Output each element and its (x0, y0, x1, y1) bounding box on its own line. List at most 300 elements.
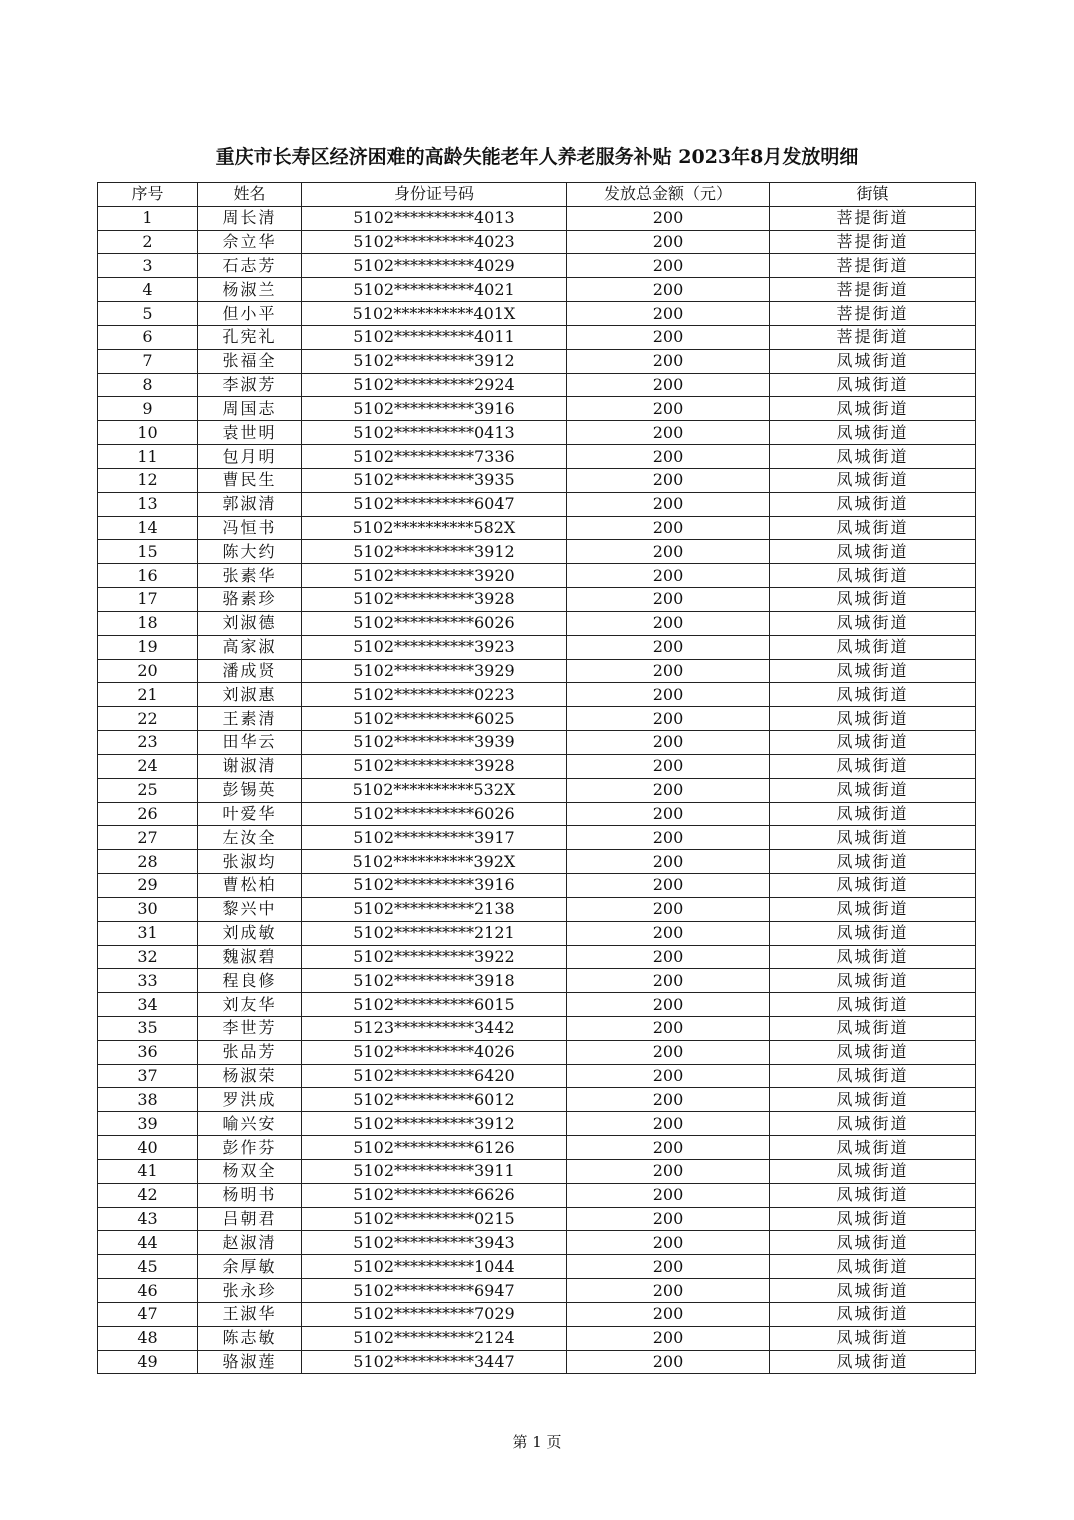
cell-id-number: 5102**********6015 (302, 993, 567, 1017)
cell-name: 刘成敏 (198, 921, 302, 945)
cell-id-number: 5102**********4021 (302, 278, 567, 302)
cell-street: 凤城街道 (770, 897, 976, 921)
cell-amount: 200 (567, 492, 770, 516)
cell-no: 15 (98, 540, 198, 564)
cell-id-number: 5102**********582X (302, 516, 567, 540)
cell-no: 41 (98, 1159, 198, 1183)
cell-street: 凤城街道 (770, 707, 976, 731)
cell-amount: 200 (567, 1302, 770, 1326)
cell-id-number: 5102**********3917 (302, 826, 567, 850)
cell-id-number: 5102**********3916 (302, 874, 567, 898)
cell-no: 16 (98, 564, 198, 588)
cell-no: 43 (98, 1207, 198, 1231)
cell-no: 2 (98, 230, 198, 254)
cell-name: 叶爱华 (198, 802, 302, 826)
cell-name: 魏淑碧 (198, 945, 302, 969)
cell-name: 骆素珍 (198, 588, 302, 612)
cell-amount: 200 (567, 731, 770, 755)
cell-name: 余厚敏 (198, 1255, 302, 1279)
cell-street: 凤城街道 (770, 1350, 976, 1374)
cell-street: 凤城街道 (770, 802, 976, 826)
cell-name: 谢淑清 (198, 754, 302, 778)
cell-amount: 200 (567, 683, 770, 707)
cell-street: 菩提街道 (770, 230, 976, 254)
cell-amount: 200 (567, 302, 770, 326)
table-row (98, 1136, 976, 1160)
table-row (98, 754, 976, 778)
cell-street: 凤城街道 (770, 1088, 976, 1112)
cell-street: 菩提街道 (770, 254, 976, 278)
cell-id-number: 5102**********3922 (302, 945, 567, 969)
cell-id-number: 5102**********6026 (302, 802, 567, 826)
cell-no: 18 (98, 611, 198, 635)
cell-name: 但小平 (198, 302, 302, 326)
cell-amount: 200 (567, 254, 770, 278)
cell-no: 31 (98, 921, 198, 945)
cell-name: 吕朝君 (198, 1207, 302, 1231)
cell-street: 凤城街道 (770, 1064, 976, 1088)
table-row (98, 921, 976, 945)
cell-street: 凤城街道 (770, 754, 976, 778)
cell-id-number: 5102**********7029 (302, 1302, 567, 1326)
cell-name: 刘淑惠 (198, 683, 302, 707)
cell-name: 杨双全 (198, 1159, 302, 1183)
cell-street: 凤城街道 (770, 850, 976, 874)
table-row (98, 1112, 976, 1136)
cell-street: 凤城街道 (770, 373, 976, 397)
cell-amount: 200 (567, 421, 770, 445)
cell-street: 凤城街道 (770, 349, 976, 373)
cell-no: 35 (98, 1016, 198, 1040)
cell-amount: 200 (567, 754, 770, 778)
cell-no: 6 (98, 325, 198, 349)
cell-name: 张素华 (198, 564, 302, 588)
cell-no: 12 (98, 468, 198, 492)
table-row (98, 1064, 976, 1088)
cell-amount: 200 (567, 1064, 770, 1088)
cell-name: 郭淑清 (198, 492, 302, 516)
cell-id-number: 5102**********3929 (302, 659, 567, 683)
cell-no: 37 (98, 1064, 198, 1088)
cell-name: 罗洪成 (198, 1088, 302, 1112)
cell-street: 凤城街道 (770, 492, 976, 516)
cell-id-number: 5102**********3939 (302, 731, 567, 755)
cell-name: 程良修 (198, 969, 302, 993)
table-row (98, 731, 976, 755)
table-row (98, 659, 976, 683)
cell-amount: 200 (567, 1326, 770, 1350)
cell-id-number: 5102**********0215 (302, 1207, 567, 1231)
table-row (98, 897, 976, 921)
table-row (98, 588, 976, 612)
table-row (98, 564, 976, 588)
cell-no: 40 (98, 1136, 198, 1160)
cell-street: 凤城街道 (770, 540, 976, 564)
cell-no: 25 (98, 778, 198, 802)
cell-id-number: 5102**********0413 (302, 421, 567, 445)
cell-street: 菩提街道 (770, 302, 976, 326)
cell-no: 24 (98, 754, 198, 778)
cell-street: 菩提街道 (770, 206, 976, 230)
table-row (98, 1326, 976, 1350)
table-row (98, 707, 976, 731)
cell-id-number: 5102**********6026 (302, 611, 567, 635)
cell-name: 张淑均 (198, 850, 302, 874)
cell-amount: 200 (567, 1112, 770, 1136)
cell-name: 张永珍 (198, 1279, 302, 1303)
cell-amount: 200 (567, 1159, 770, 1183)
cell-name: 杨淑荣 (198, 1064, 302, 1088)
cell-amount: 200 (567, 1207, 770, 1231)
cell-id-number: 5102**********6025 (302, 707, 567, 731)
cell-no: 10 (98, 421, 198, 445)
cell-amount: 200 (567, 564, 770, 588)
cell-amount: 200 (567, 874, 770, 898)
cell-street: 凤城街道 (770, 1159, 976, 1183)
cell-id-number: 5102**********6126 (302, 1136, 567, 1160)
header-amount: 发放总金额（元） (567, 183, 770, 207)
cell-name: 潘成贤 (198, 659, 302, 683)
cell-street: 凤城街道 (770, 1016, 976, 1040)
cell-amount: 200 (567, 802, 770, 826)
cell-street: 凤城街道 (770, 945, 976, 969)
cell-name: 彭锡英 (198, 778, 302, 802)
cell-street: 凤城街道 (770, 1183, 976, 1207)
cell-name: 田华云 (198, 731, 302, 755)
cell-no: 45 (98, 1255, 198, 1279)
cell-amount: 200 (567, 850, 770, 874)
cell-street: 凤城街道 (770, 778, 976, 802)
cell-no: 14 (98, 516, 198, 540)
cell-id-number: 5102**********6012 (302, 1088, 567, 1112)
subsidy-table (97, 182, 976, 1374)
cell-no: 21 (98, 683, 198, 707)
cell-id-number: 5102**********4026 (302, 1040, 567, 1064)
table-row (98, 1255, 976, 1279)
cell-id-number: 5102**********532X (302, 778, 567, 802)
table-row (98, 1302, 976, 1326)
cell-street: 菩提街道 (770, 278, 976, 302)
cell-amount: 200 (567, 540, 770, 564)
document-title: 重庆市长寿区经济困难的高龄失能老年人养老服务补贴 2023年8月发放明细 (215, 146, 859, 168)
cell-street: 凤城街道 (770, 635, 976, 659)
cell-name: 彭作芬 (198, 1136, 302, 1160)
cell-amount: 200 (567, 993, 770, 1017)
cell-id-number: 5102**********6047 (302, 492, 567, 516)
table-row (98, 969, 976, 993)
table-row (98, 1183, 976, 1207)
cell-amount: 200 (567, 897, 770, 921)
table-row (98, 874, 976, 898)
cell-amount: 200 (567, 1183, 770, 1207)
cell-street: 凤城街道 (770, 659, 976, 683)
table-row (98, 1279, 976, 1303)
cell-no: 32 (98, 945, 198, 969)
cell-amount: 200 (567, 206, 770, 230)
cell-no: 4 (98, 278, 198, 302)
cell-id-number: 5102**********392X (302, 850, 567, 874)
cell-street: 凤城街道 (770, 1112, 976, 1136)
cell-no: 3 (98, 254, 198, 278)
cell-id-number: 5123**********3442 (302, 1016, 567, 1040)
cell-street: 凤城街道 (770, 564, 976, 588)
cell-id-number: 5102**********2124 (302, 1326, 567, 1350)
cell-street: 凤城街道 (770, 397, 976, 421)
cell-id-number: 5102**********3912 (302, 349, 567, 373)
cell-id-number: 5102**********0223 (302, 683, 567, 707)
cell-name: 石志芳 (198, 254, 302, 278)
cell-amount: 200 (567, 397, 770, 421)
cell-street: 凤城街道 (770, 1302, 976, 1326)
cell-no: 39 (98, 1112, 198, 1136)
cell-street: 凤城街道 (770, 826, 976, 850)
cell-amount: 200 (567, 1088, 770, 1112)
cell-street: 凤城街道 (770, 1255, 976, 1279)
cell-amount: 200 (567, 921, 770, 945)
cell-street: 凤城街道 (770, 1279, 976, 1303)
table-row (98, 373, 976, 397)
cell-street: 凤城街道 (770, 683, 976, 707)
cell-amount: 200 (567, 635, 770, 659)
table-row (98, 230, 976, 254)
table-row (98, 397, 976, 421)
table-row (98, 778, 976, 802)
table-row (98, 635, 976, 659)
table-row (98, 1207, 976, 1231)
cell-amount: 200 (567, 1279, 770, 1303)
table-row (98, 1350, 976, 1374)
cell-name: 骆淑莲 (198, 1350, 302, 1374)
cell-no: 17 (98, 588, 198, 612)
cell-id-number: 5102**********3916 (302, 397, 567, 421)
cell-id-number: 5102**********7336 (302, 445, 567, 469)
cell-amount: 200 (567, 945, 770, 969)
cell-amount: 200 (567, 588, 770, 612)
table-row (98, 421, 976, 445)
table-row (98, 278, 976, 302)
cell-id-number: 5102**********3935 (302, 468, 567, 492)
cell-amount: 200 (567, 516, 770, 540)
cell-street: 凤城街道 (770, 993, 976, 1017)
cell-amount: 200 (567, 373, 770, 397)
cell-no: 23 (98, 731, 198, 755)
cell-no: 30 (98, 897, 198, 921)
table-row (98, 349, 976, 373)
cell-name: 喻兴安 (198, 1112, 302, 1136)
cell-no: 36 (98, 1040, 198, 1064)
cell-street: 凤城街道 (770, 1207, 976, 1231)
cell-street: 凤城街道 (770, 969, 976, 993)
cell-amount: 200 (567, 278, 770, 302)
cell-id-number: 5102**********2924 (302, 373, 567, 397)
cell-name: 刘友华 (198, 993, 302, 1017)
cell-id-number: 5102**********3912 (302, 1112, 567, 1136)
cell-amount: 200 (567, 325, 770, 349)
table-row (98, 993, 976, 1017)
cell-id-number: 5102**********3943 (302, 1231, 567, 1255)
header-no: 序号 (98, 183, 198, 207)
cell-id-number: 5102**********3912 (302, 540, 567, 564)
cell-id-number: 5102**********6420 (302, 1064, 567, 1088)
table-row (98, 850, 976, 874)
cell-name: 陈大约 (198, 540, 302, 564)
cell-name: 黎兴中 (198, 897, 302, 921)
cell-id-number: 5102**********401X (302, 302, 567, 326)
table-row (98, 1231, 976, 1255)
page-number: 第 1 页 (512, 1433, 562, 1451)
cell-id-number: 5102**********3918 (302, 969, 567, 993)
cell-name: 周国志 (198, 397, 302, 421)
cell-amount: 200 (567, 659, 770, 683)
cell-no: 27 (98, 826, 198, 850)
cell-id-number: 5102**********3920 (302, 564, 567, 588)
cell-no: 28 (98, 850, 198, 874)
cell-name: 包月明 (198, 445, 302, 469)
table-row (98, 611, 976, 635)
cell-no: 38 (98, 1088, 198, 1112)
cell-street: 凤城街道 (770, 516, 976, 540)
cell-no: 8 (98, 373, 198, 397)
cell-id-number: 5102**********6947 (302, 1279, 567, 1303)
cell-street: 菩提街道 (770, 325, 976, 349)
cell-id-number: 5102**********2121 (302, 921, 567, 945)
cell-street: 凤城街道 (770, 921, 976, 945)
cell-name: 孔宪礼 (198, 325, 302, 349)
table-row (98, 802, 976, 826)
table-row (98, 468, 976, 492)
cell-name: 王淑华 (198, 1302, 302, 1326)
header-street: 街镇 (770, 183, 976, 207)
cell-name: 杨淑兰 (198, 278, 302, 302)
cell-id-number: 5102**********4023 (302, 230, 567, 254)
table-row (98, 1088, 976, 1112)
cell-name: 曹松柏 (198, 874, 302, 898)
cell-name: 佘立华 (198, 230, 302, 254)
cell-amount: 200 (567, 1016, 770, 1040)
cell-street: 凤城街道 (770, 1136, 976, 1160)
cell-name: 陈志敏 (198, 1326, 302, 1350)
cell-amount: 200 (567, 230, 770, 254)
cell-no: 1 (98, 206, 198, 230)
cell-no: 9 (98, 397, 198, 421)
cell-no: 20 (98, 659, 198, 683)
cell-id-number: 5102**********4013 (302, 206, 567, 230)
cell-name: 冯恒书 (198, 516, 302, 540)
cell-no: 34 (98, 993, 198, 1017)
cell-no: 48 (98, 1326, 198, 1350)
cell-amount: 200 (567, 445, 770, 469)
cell-name: 杨明书 (198, 1183, 302, 1207)
cell-amount: 200 (567, 1136, 770, 1160)
table-row (98, 206, 976, 230)
header-id-number: 身份证号码 (302, 183, 567, 207)
table-row (98, 302, 976, 326)
cell-name: 张品芳 (198, 1040, 302, 1064)
cell-amount: 200 (567, 468, 770, 492)
cell-name: 刘淑德 (198, 611, 302, 635)
table-row (98, 516, 976, 540)
cell-no: 47 (98, 1302, 198, 1326)
cell-amount: 200 (567, 349, 770, 373)
cell-no: 5 (98, 302, 198, 326)
cell-amount: 200 (567, 1231, 770, 1255)
table-row (98, 540, 976, 564)
cell-street: 凤城街道 (770, 1326, 976, 1350)
cell-no: 42 (98, 1183, 198, 1207)
cell-street: 凤城街道 (770, 731, 976, 755)
cell-no: 46 (98, 1279, 198, 1303)
cell-amount: 200 (567, 1040, 770, 1064)
cell-name: 曹民生 (198, 468, 302, 492)
cell-street: 凤城街道 (770, 588, 976, 612)
table-row (98, 1016, 976, 1040)
cell-id-number: 5102**********3928 (302, 588, 567, 612)
table-row (98, 492, 976, 516)
cell-name: 李淑芳 (198, 373, 302, 397)
cell-street: 凤城街道 (770, 445, 976, 469)
cell-no: 49 (98, 1350, 198, 1374)
cell-name: 袁世明 (198, 421, 302, 445)
table-row (98, 1040, 976, 1064)
table-row (98, 1159, 976, 1183)
cell-id-number: 5102**********3928 (302, 754, 567, 778)
cell-street: 凤城街道 (770, 421, 976, 445)
cell-no: 29 (98, 874, 198, 898)
cell-id-number: 5102**********4029 (302, 254, 567, 278)
cell-amount: 200 (567, 778, 770, 802)
cell-id-number: 5102**********3923 (302, 635, 567, 659)
cell-no: 7 (98, 349, 198, 373)
cell-id-number: 5102**********1044 (302, 1255, 567, 1279)
table-row (98, 683, 976, 707)
cell-street: 凤城街道 (770, 874, 976, 898)
cell-no: 22 (98, 707, 198, 731)
cell-no: 13 (98, 492, 198, 516)
header-name: 姓名 (198, 183, 302, 207)
table-row (98, 445, 976, 469)
cell-amount: 200 (567, 969, 770, 993)
cell-amount: 200 (567, 1350, 770, 1374)
cell-id-number: 5102**********3911 (302, 1159, 567, 1183)
cell-id-number: 5102**********4011 (302, 325, 567, 349)
cell-amount: 200 (567, 1255, 770, 1279)
cell-name: 周长清 (198, 206, 302, 230)
table-header-row (98, 183, 976, 207)
cell-no: 44 (98, 1231, 198, 1255)
cell-street: 凤城街道 (770, 468, 976, 492)
cell-id-number: 5102**********6626 (302, 1183, 567, 1207)
cell-id-number: 5102**********3447 (302, 1350, 567, 1374)
cell-street: 凤城街道 (770, 1040, 976, 1064)
cell-id-number: 5102**********2138 (302, 897, 567, 921)
cell-name: 王素清 (198, 707, 302, 731)
cell-name: 张福全 (198, 349, 302, 373)
table-row (98, 254, 976, 278)
cell-no: 11 (98, 445, 198, 469)
cell-name: 高家淑 (198, 635, 302, 659)
cell-no: 19 (98, 635, 198, 659)
cell-name: 左汝全 (198, 826, 302, 850)
table-row (98, 826, 976, 850)
cell-amount: 200 (567, 611, 770, 635)
table-row (98, 325, 976, 349)
cell-street: 凤城街道 (770, 611, 976, 635)
cell-name: 赵淑清 (198, 1231, 302, 1255)
cell-name: 李世芳 (198, 1016, 302, 1040)
cell-no: 26 (98, 802, 198, 826)
table-body (98, 206, 976, 1374)
cell-street: 凤城街道 (770, 1231, 976, 1255)
